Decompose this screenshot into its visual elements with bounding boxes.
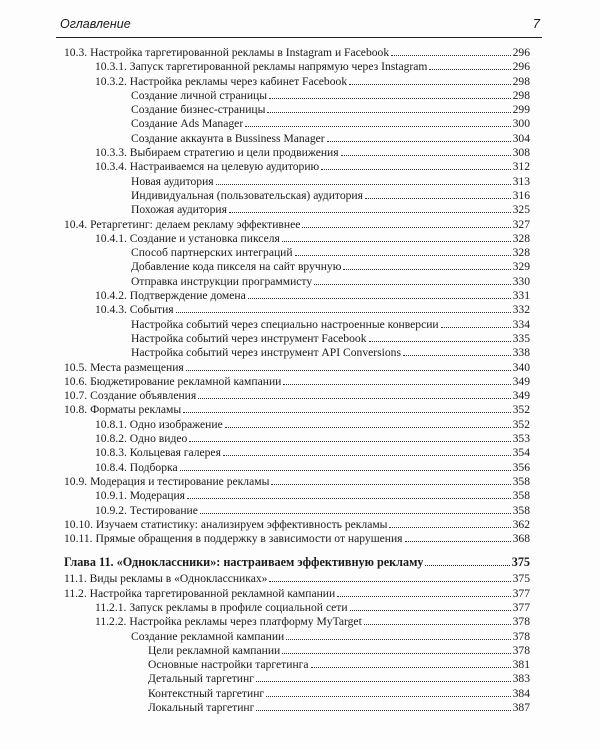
toc-entry-page: 313 <box>512 174 530 188</box>
toc-entry <box>64 403 530 417</box>
toc-entry <box>64 246 530 260</box>
toc-entry-title: Цели рекламной кампании <box>148 643 281 657</box>
dot-leader <box>245 125 510 127</box>
toc-entry-title: 10.3.3. Выбираем стратегию и цели продвижения <box>95 146 339 160</box>
toc-entry-page: 312 <box>512 160 530 174</box>
toc-entry-title: Создание аккаунта в Bussiness Manager <box>131 131 325 145</box>
toc-entry-title: Основные настройки таргетинга <box>148 658 309 672</box>
toc-entry-title: 11.2.1. Запуск рекламы в профиле социальной сети <box>95 600 348 614</box>
toc-entry <box>64 532 530 546</box>
toc-entry <box>64 389 530 403</box>
toc-entry-page: 378 <box>512 643 530 657</box>
toc-entry-page: 368 <box>512 532 530 546</box>
toc-entry-page: 308 <box>512 146 530 160</box>
toc-entry-title: Похожая аудитория <box>131 203 227 217</box>
toc-entry-title: Настройка событий через инструмент Facebook <box>131 331 367 345</box>
dot-leader <box>198 397 510 399</box>
toc-entry-page: 358 <box>512 489 530 503</box>
toc-entry-page: 378 <box>512 629 530 643</box>
toc-entry-page: 328 <box>512 246 530 260</box>
toc-entry-page: 298 <box>512 88 530 102</box>
dot-leader <box>364 623 511 625</box>
toc-entry-page: 353 <box>512 432 530 446</box>
toc-entry-page: 375 <box>511 555 530 570</box>
toc-entry <box>64 146 530 160</box>
page-number: 7 <box>532 16 540 31</box>
dot-leader <box>441 326 511 328</box>
dot-leader <box>337 595 510 597</box>
toc-entry-title: 10.3.1. Запуск таргетированной рекламы напрямую через Instagram <box>95 60 428 74</box>
toc-entry <box>64 332 530 346</box>
toc-entry-title: Индивидуальная (пользовательская) аудитория <box>131 188 363 202</box>
dot-leader <box>271 483 510 485</box>
toc-entry-title: 10.11. Прямые обращения в поддержку в зависимости от нарушения <box>64 532 403 546</box>
toc-entry-page: 375 <box>512 572 530 586</box>
toc-entry-title: Контекстный таргетинг <box>148 686 265 700</box>
dot-leader <box>403 354 511 356</box>
toc-entry-page: 299 <box>512 103 530 117</box>
dot-leader <box>349 83 510 85</box>
table-of-contents <box>64 46 530 715</box>
dot-leader <box>269 97 511 99</box>
toc-entry <box>64 89 530 103</box>
dot-leader <box>187 497 511 499</box>
toc-entry-title: Создание рекламной кампании <box>131 629 285 643</box>
toc-entry <box>64 644 530 658</box>
dot-leader <box>311 666 511 668</box>
toc-entry-title: Локальный таргетинг <box>148 701 255 715</box>
toc-entry-page: 334 <box>512 317 530 331</box>
toc-entry-page: 383 <box>512 672 530 686</box>
toc-entry-page: 327 <box>512 217 530 231</box>
dot-leader <box>389 526 510 528</box>
dot-leader <box>266 695 510 697</box>
toc-entry-page: 316 <box>512 188 530 202</box>
dot-leader <box>200 512 511 514</box>
toc-entry-title: Добавление кода пикселя на сайт вручную <box>131 260 342 274</box>
toc-entry-page: 296 <box>512 60 530 74</box>
toc-entry-page: 358 <box>512 474 530 488</box>
dot-leader <box>267 111 510 113</box>
dot-leader <box>405 540 511 542</box>
dot-leader <box>302 226 510 228</box>
toc-entry-page: 325 <box>512 203 530 217</box>
toc-entry-title: Глава 11. «Одноклассники»: настраиваем эффективную рекламу <box>64 555 424 570</box>
dot-leader <box>269 580 510 582</box>
toc-entry <box>64 289 530 303</box>
toc-entry-page: 298 <box>512 74 530 88</box>
dot-leader <box>180 469 511 471</box>
toc-entry-title: 10.8.1. Одно изображение <box>95 417 223 431</box>
toc-entry <box>64 46 530 60</box>
toc-entry-page: 300 <box>512 117 530 131</box>
toc-entry-title: Создание бизнес-страницы <box>131 103 266 117</box>
toc-entry-title: Способ партнерских интеграций <box>131 246 293 260</box>
toc-entry-title: 10.4.1. Создание и установка пикселя <box>95 231 280 245</box>
toc-entry <box>64 160 530 174</box>
toc-entry <box>64 418 530 432</box>
toc-entry-page: 338 <box>512 346 530 360</box>
toc-entry-title: Настройка событий через специально настроенные конверсии <box>131 317 439 331</box>
toc-entry-title: Детальный таргетинг <box>148 672 254 686</box>
toc-entry-title: 10.9.1. Модерация <box>95 489 185 503</box>
dot-leader <box>225 426 511 428</box>
dot-leader <box>341 154 511 156</box>
toc-entry <box>64 203 530 217</box>
toc-entry-title: 10.6. Бюджетирование рекламной кампании <box>64 374 282 388</box>
toc-entry-page: 377 <box>512 586 530 600</box>
toc-entry-title: 11.2. Настройка таргетированной рекламной кампании <box>64 586 336 600</box>
dot-leader <box>391 54 510 56</box>
toc-entry-title: 10.3. Настройка таргетированной рекламы в Instagram и Facebook <box>64 46 390 59</box>
toc-entry-page: 349 <box>512 374 530 388</box>
toc-entry <box>64 218 530 232</box>
toc-chapter-heading <box>64 554 530 570</box>
dot-leader <box>350 609 511 611</box>
toc-entry <box>64 615 530 629</box>
toc-entry <box>64 572 530 586</box>
toc-entry-title: 10.3.2. Настройка рекламы через кабинет Facebook <box>95 74 348 88</box>
toc-entry-title: 10.7. Создание объявления <box>64 389 197 403</box>
toc-entry-title: 10.9. Модерация и тестирование рекламы <box>64 474 270 488</box>
running-header-title: Оглавление <box>60 17 131 31</box>
dot-leader <box>282 240 511 242</box>
toc-entry <box>64 587 530 601</box>
toc-entry-page: 381 <box>512 658 530 672</box>
dot-leader <box>425 564 509 566</box>
dot-leader <box>283 383 510 385</box>
toc-entry-page: 352 <box>512 403 530 417</box>
toc-entry-page: 352 <box>512 417 530 431</box>
toc-entry <box>64 189 530 203</box>
page-header <box>56 15 542 38</box>
toc-entry-title: 10.4.2. Подтверждение домена <box>95 289 246 303</box>
dot-leader <box>343 268 510 270</box>
toc-entry <box>64 103 530 117</box>
toc-entry <box>64 260 530 274</box>
toc-entry-page: 387 <box>512 701 530 715</box>
dot-leader <box>314 283 510 285</box>
toc-entry-page: 328 <box>512 231 530 245</box>
toc-entry-title: 10.4.3. События <box>95 303 174 317</box>
toc-entry-title: 11.2.2. Настройка рекламы через платформу MyTarget <box>95 615 362 629</box>
toc-entry <box>64 475 530 489</box>
toc-entry-page: 332 <box>512 303 530 317</box>
dot-leader <box>286 638 510 640</box>
toc-entry <box>64 275 530 289</box>
toc-entry <box>64 489 530 503</box>
toc-entry-title: Отправка инструкции программисту <box>131 274 313 288</box>
toc-entry <box>64 432 530 446</box>
toc-entry-page: 331 <box>512 289 530 303</box>
toc-entry-title: 10.10. Изучаем статистику: анализируем эффективность рекламы <box>64 517 388 531</box>
toc-entry <box>64 630 530 644</box>
toc-entry <box>64 658 530 672</box>
toc-entry-title: Новая аудитория <box>131 174 214 188</box>
toc-entry-page: 349 <box>512 389 530 403</box>
dot-leader <box>216 183 511 185</box>
toc-entry-title: 10.8.4. Подборка <box>95 460 178 474</box>
toc-entry-page: 378 <box>512 615 530 629</box>
toc-entry <box>64 687 530 701</box>
toc-entry <box>64 60 530 74</box>
toc-entry-page: 329 <box>512 260 530 274</box>
toc-entry <box>64 518 530 532</box>
toc-entry <box>64 346 530 360</box>
dot-leader <box>189 440 510 442</box>
toc-entry-page: 335 <box>512 331 530 345</box>
toc-entry-title: 10.8.3. Кольцевая галерея <box>95 446 221 460</box>
dot-leader <box>256 680 511 682</box>
dot-leader <box>295 254 511 256</box>
toc-entry <box>64 303 530 317</box>
toc-entry <box>64 461 530 475</box>
dot-leader <box>429 68 510 70</box>
toc-entry <box>64 361 530 375</box>
toc-entry-title: Создание личной страницы <box>131 88 268 102</box>
toc-entry-title: 10.4. Ретаргетинг: делаем рекламу эффективнее <box>64 217 301 231</box>
toc-entry <box>64 601 530 615</box>
toc-entry <box>64 672 530 686</box>
dot-leader <box>229 211 511 213</box>
toc-entry <box>64 446 530 460</box>
toc-entry-page: 384 <box>512 686 530 700</box>
dot-leader <box>369 340 511 342</box>
dot-leader <box>282 652 510 654</box>
toc-entry-title: 10.8.2. Одно видео <box>95 432 188 446</box>
toc-entry <box>64 318 530 332</box>
toc-entry-page: 362 <box>512 517 530 531</box>
toc-entry-page: 358 <box>512 503 530 517</box>
toc-entry-page: 296 <box>512 46 530 59</box>
toc-entry-page: 304 <box>512 131 530 145</box>
dot-leader <box>183 411 510 413</box>
toc-entry-title: 10.3.4. Настраиваемся на целевую аудиторию <box>95 160 320 174</box>
toc-entry-page: 356 <box>512 460 530 474</box>
toc-entry <box>64 75 530 89</box>
toc-entry <box>64 701 530 715</box>
dot-leader <box>327 140 511 142</box>
dot-leader <box>223 454 511 456</box>
toc-entry <box>64 175 530 189</box>
dot-leader <box>176 311 511 313</box>
toc-entry-page: 354 <box>512 446 530 460</box>
dot-leader <box>256 709 510 711</box>
toc-entry-page: 377 <box>512 600 530 614</box>
toc-entry-title: 10.9.2. Тестирование <box>95 503 198 517</box>
toc-entry <box>64 375 530 389</box>
toc-entry-title: 10.8. Форматы рекламы <box>64 403 182 417</box>
toc-entry <box>64 117 530 131</box>
dot-leader <box>186 369 511 371</box>
toc-entry-page: 340 <box>512 360 530 374</box>
dot-leader <box>321 168 510 170</box>
toc-entry-page: 330 <box>512 274 530 288</box>
toc-entry-title: Создание Ads Manager <box>131 117 244 131</box>
toc-entry-title: 10.5. Места размещения <box>64 360 184 374</box>
toc-entry-title: 11.1. Виды рекламы в «Одноклассниках» <box>64 572 268 586</box>
dot-leader <box>365 197 511 199</box>
toc-entry <box>64 232 530 246</box>
toc-entry-title: Настройка событий через инструмент API Conversions <box>131 346 401 360</box>
dot-leader <box>248 297 511 299</box>
toc-entry <box>64 132 530 146</box>
toc-entry <box>64 504 530 518</box>
